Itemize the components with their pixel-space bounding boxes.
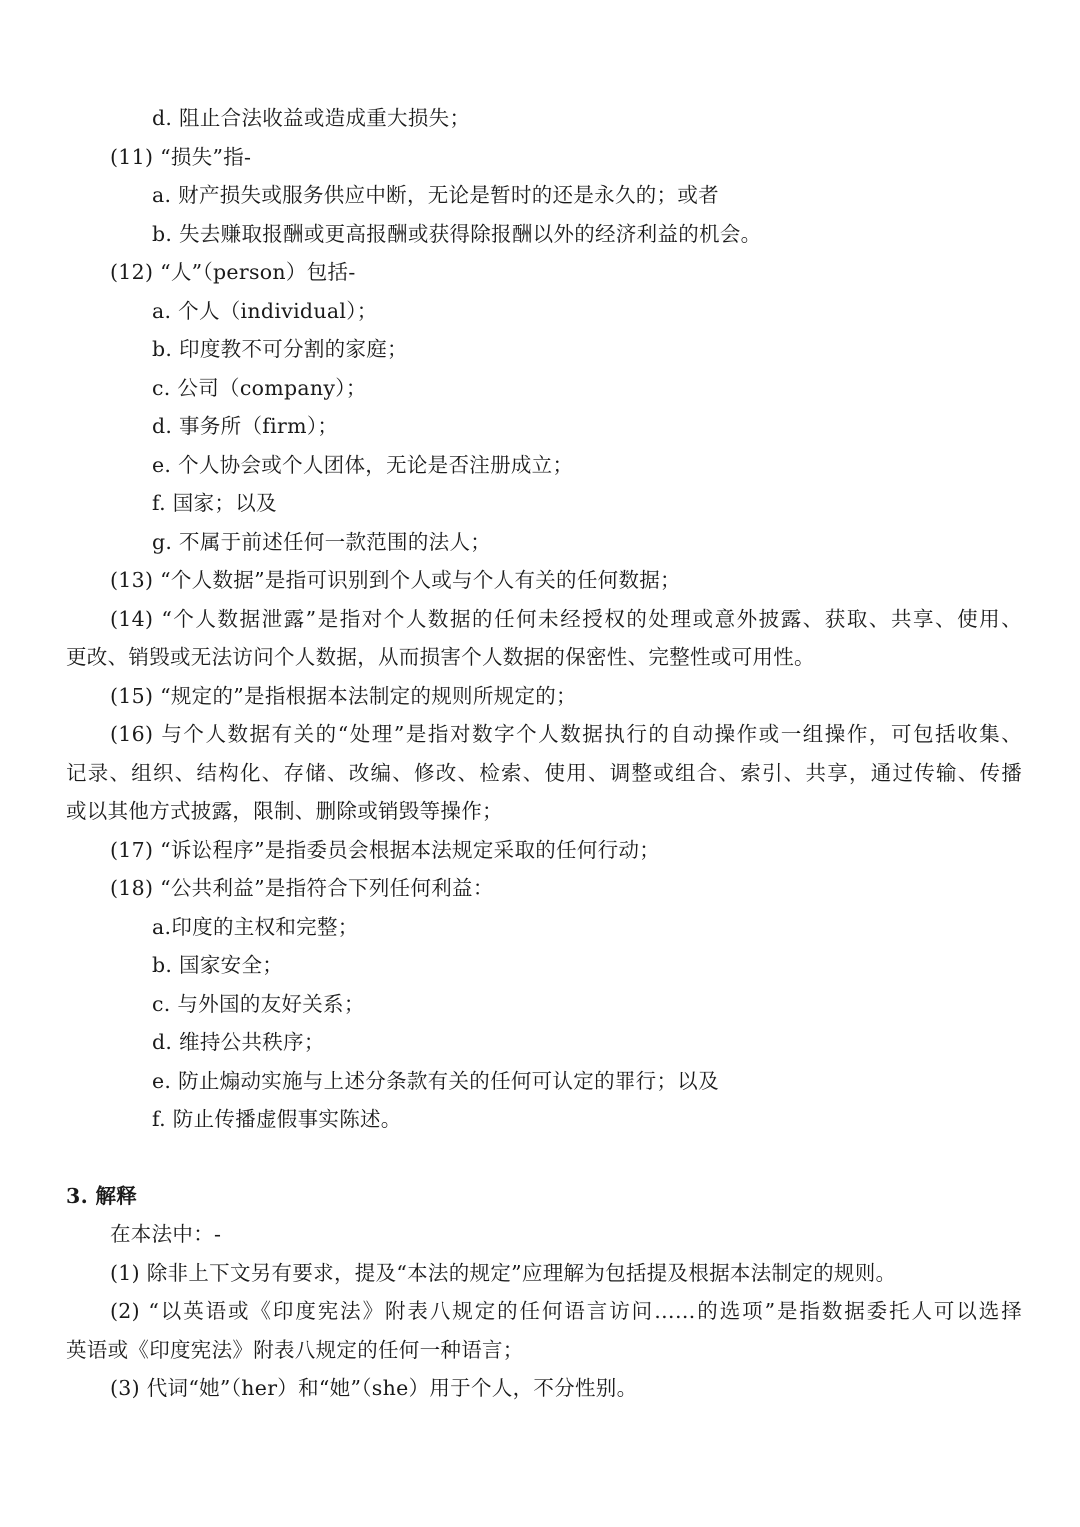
clause-13: (13) “个人数据”是指可识别到个人或与个人有关的任何数据； bbox=[110, 568, 681, 592]
section-3-clause-1: (1) 除非上下文另有要求，提及“本法的规定”应理解为包括提及根据本法制定的规则。 bbox=[110, 1261, 897, 1285]
clause-18-item-a: a.印度的主权和完整； bbox=[152, 915, 359, 939]
clause-18-item-e: e. 防止煽动实施与上述分条款有关的任何可认定的罪行；以及 bbox=[152, 1069, 719, 1093]
clause-12-item-a: a. 个人（individual）； bbox=[152, 299, 378, 323]
clause-12-item-c: c. 公司（company）； bbox=[152, 376, 367, 400]
clause-16-line-1: (16) 与个人数据有关的“处理”是指对数字个人数据执行的自动操作或一组操作，可包括收集、 bbox=[110, 722, 1022, 746]
clause-11-heading: (11) “损失”指- bbox=[110, 145, 252, 169]
clause-18-item-f: f. 防止传播虚假事实陈述。 bbox=[152, 1107, 402, 1131]
clause-11-item-b: b. 失去赚取报酬或更高报酬或获得除报酬以外的经济利益的机会。 bbox=[152, 222, 762, 246]
section-3-clause-2-line-2: 英语或《印度宪法》附表八规定的任何一种语言； bbox=[66, 1338, 524, 1362]
clause-15: (15) “规定的”是指根据本法制定的规则所规定的； bbox=[110, 684, 577, 708]
clause-16-line-3: 或以其他方式披露，限制、删除或销毁等操作； bbox=[66, 799, 503, 823]
clause-12-item-d: d. 事务所（firm）； bbox=[152, 414, 339, 438]
section-3-heading: 3. 解释 bbox=[66, 1184, 138, 1208]
clause-12-heading: (12) “人”（person）包括- bbox=[110, 260, 356, 284]
clause-18-item-d: d. 维持公共秩序； bbox=[152, 1030, 325, 1054]
clause-12-item-e: e. 个人协会或个人团体，无论是否注册成立； bbox=[152, 453, 574, 477]
clause-18-heading: (18) “公共利益”是指符合下列任何利益： bbox=[110, 876, 494, 900]
clause-12-item-f: f. 国家；以及 bbox=[152, 491, 277, 515]
clause-17: (17) “诉讼程序”是指委员会根据本法规定采取的任何行动； bbox=[110, 838, 661, 862]
clause-18-item-b: b. 国家安全； bbox=[152, 953, 284, 977]
section-3-clause-2-line-1: (2) “以英语或《印度宪法》附表八规定的任何语言访问……的选项”是指数据委托人可以选择 bbox=[110, 1299, 1022, 1323]
section-3-clause-3: (3) 代词“她”（her）和“她”（she）用于个人，不分性别。 bbox=[110, 1376, 638, 1400]
clause-12-item-b: b. 印度教不可分割的家庭； bbox=[152, 337, 408, 361]
clause-12-item-g: g. 不属于前述任何一款范围的法人； bbox=[152, 530, 492, 554]
clause-14-line-1: (14) “个人数据泄露”是指对个人数据的任何未经授权的处理或意外披露、获取、共享、使用、 bbox=[110, 607, 1022, 631]
clause-14-line-2: 更改、销毁或无法访问个人数据，从而损害个人数据的保密性、完整性或可用性。 bbox=[66, 645, 815, 669]
clause-11-item-a: a. 财产损失或服务供应中断，无论是暂时的还是永久的；或者 bbox=[152, 183, 719, 207]
clause-16-line-2: 记录、组织、结构化、存储、改编、修改、检索、使用、调整或组合、索引、共享，通过传输、传播 bbox=[66, 761, 1022, 785]
clause-18-item-c: c. 与外国的友好关系； bbox=[152, 992, 365, 1016]
section-3-intro: 在本法中：- bbox=[110, 1222, 222, 1246]
clause-10-item-d: d. 阻止合法收益或造成重大损失； bbox=[152, 106, 471, 130]
